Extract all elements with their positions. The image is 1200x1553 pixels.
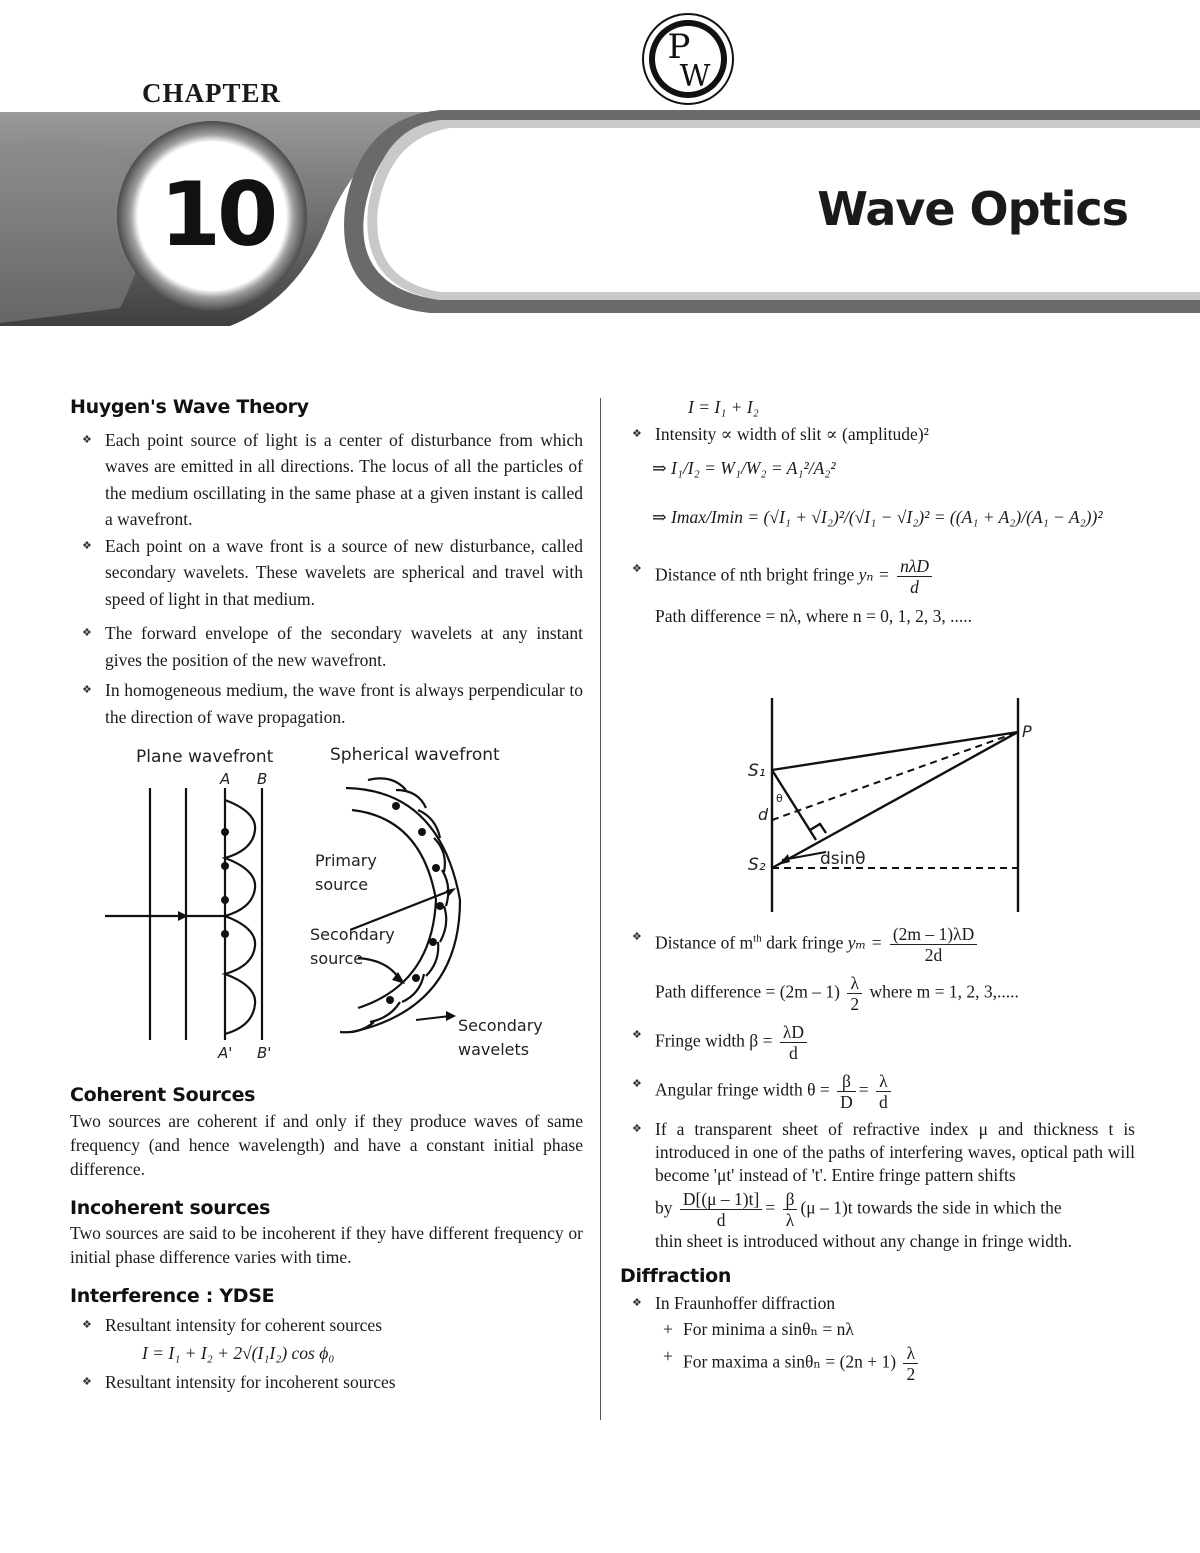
- s2-label: S₂: [748, 855, 766, 875]
- sheet-end: thin sheet is introduced without any change in fringe width.: [655, 1231, 1072, 1251]
- fraction-denominator: 2: [850, 994, 860, 1014]
- list-item: ❖ In Fraunhoffer diffraction: [620, 1290, 1135, 1317]
- primary-label-1: Primary: [315, 851, 377, 870]
- huygens-heading: Huygen's Wave Theory: [70, 396, 309, 418]
- point-p-label: P: [1022, 722, 1032, 741]
- theta-label: θ: [776, 792, 783, 805]
- ydse-figure: [740, 690, 1060, 920]
- primary-label-2: source: [315, 875, 369, 894]
- fraction-numerator: D[(μ – 1)t]: [680, 1189, 762, 1210]
- half-lambda-fraction: [847, 973, 862, 1014]
- dark-fringe-label-a: Distance of m: [655, 932, 754, 953]
- sheet-fraction-1: [680, 1189, 762, 1230]
- chapter-label: CHAPTER: [142, 78, 282, 108]
- slit-separation-label: d: [758, 805, 769, 824]
- sheet-tail: (μ – 1)t: [800, 1197, 853, 1218]
- angular-fraction-2: [876, 1071, 891, 1112]
- list-item: ❖ Each point source of light is a center of disturbance from which waves are emitted in all directions. The locus of all the particles of the medium oscillating in the same phase at a given instant is called a wavefront.: [70, 427, 583, 533]
- logo-letter-p: P: [667, 27, 691, 67]
- fraction-numerator: β: [783, 1189, 798, 1210]
- secondary-source-label-1: Secondary: [310, 925, 395, 944]
- chapter-number: 10: [159, 163, 275, 266]
- bright-path-difference: Path difference = nλ, where n = 0, 1, 2, 3, .....: [655, 606, 973, 626]
- s1-label: S₁: [748, 761, 766, 781]
- maxima-label: For maxima a sinθₙ = (2n + 1): [683, 1351, 897, 1372]
- fraction-denominator: d: [789, 1043, 798, 1063]
- sheet-text: ❖ If a transparent sheet of refractive index μ and thickness t is introduced in one of the paths of interfering waves, optical path will become 'μt' instead of 't'. Entire fringe pattern shifts: [655, 1119, 1135, 1185]
- right-column: [620, 394, 1135, 630]
- diffraction-cases: [620, 1316, 1135, 1384]
- spherical-wavefront-label: Spherical wavefront: [330, 745, 500, 765]
- dark-fringe-label-b: dark fringe: [761, 932, 844, 953]
- dark-fringe-fraction: [890, 924, 977, 965]
- publisher-logo: [641, 12, 735, 106]
- fraction-denominator: d: [910, 577, 919, 597]
- maxima-condition: [655, 1343, 1135, 1384]
- sheet-after: towards the side in which the: [857, 1197, 1062, 1218]
- bright-fringe-fraction: [897, 556, 932, 597]
- dark-path-difference: [620, 973, 1135, 1014]
- total-intensity-formula: I = I₁ + I₂: [688, 397, 759, 417]
- incoherent-heading: Incoherent sources: [70, 1196, 271, 1219]
- dark-fringe-lhs: yₘ =: [847, 932, 883, 953]
- list-item: [620, 1118, 1135, 1253]
- fraction-denominator: λ: [785, 1210, 795, 1230]
- bright-fringe-lhs: yₙ =: [858, 564, 890, 585]
- fraction-denominator: d: [879, 1092, 888, 1112]
- list-item: ❖ The forward envelope of the secondary wavelets at any instant gives the position of the new wavefront.: [70, 620, 583, 673]
- label-a-prime: A': [218, 1044, 233, 1062]
- chapter-title: Wave Optics: [817, 182, 1128, 236]
- angular-width-label: Angular fringe width θ =: [655, 1079, 830, 1100]
- coherent-text: Two sources are coherent if and only if they produce waves of same frequency (and hence wavelength) and have a constant initial phase difference.: [70, 1110, 583, 1179]
- dark-path-b: where m = 1, 2, 3,.....: [869, 981, 1019, 1002]
- dark-fringe-sup: th: [753, 932, 762, 945]
- coherent-heading: Coherent Sources: [70, 1084, 256, 1106]
- list-item: ❖ Each point on a wave front is a source of new disturbance, called secondary wavelets. These wavelets are spherical and travel with speed of light in that medium.: [70, 533, 583, 613]
- diffraction-heading: Diffraction: [620, 1265, 732, 1287]
- secondary-source-label-2: source: [310, 949, 364, 968]
- left-column-lower: [70, 1082, 583, 1395]
- right-column-lower: [620, 924, 1135, 1384]
- sheet-fraction-2: [783, 1189, 798, 1230]
- label-b-prime: B': [257, 1044, 272, 1062]
- list-item: [620, 924, 1135, 965]
- sheet-shift-formula: by $\frac{D[(\mu - 1)t]}{d}$ = $\frac{\beta}{\lambda}$ (μ – 1)t towards the side in which the: [655, 1189, 1062, 1230]
- interference-heading: Interference : YDSE: [70, 1285, 275, 1307]
- list-item: [620, 1022, 1135, 1063]
- sheet-by: by: [655, 1197, 673, 1218]
- label-b: B: [257, 770, 268, 788]
- fraction-numerator: λ: [847, 973, 862, 994]
- wavelets-label-1: Secondary: [458, 1016, 543, 1035]
- list-item: [620, 556, 1135, 597]
- fringe-width-fraction: [780, 1022, 807, 1063]
- intensity-ratio-formula: ⇒ I₁/I₂ = W₁/W₂ = A₁²/A₂²: [652, 458, 836, 478]
- fraction-numerator: λ: [903, 1343, 918, 1364]
- list-item: ❖ Resultant intensity for coherent sources: [70, 1312, 583, 1339]
- label-a: A: [220, 770, 231, 788]
- fraction-denominator: d: [716, 1210, 726, 1230]
- wavefront-figure: [100, 740, 560, 1070]
- minima-condition: + For minima a sinθₙ = nλ: [655, 1316, 1135, 1343]
- list-item: ❖ Angular fringe width θ = $\frac{\beta}{D}$ = $\frac{\lambda}{d}$: [620, 1071, 1135, 1112]
- list-item: ❖ Intensity ∝ width of slit ∝ (amplitude)²: [620, 421, 1135, 448]
- fraction-numerator: β: [837, 1071, 856, 1092]
- fraction-numerator: nλD: [897, 556, 932, 577]
- left-column: [70, 394, 583, 730]
- angular-fraction-1: [837, 1071, 856, 1112]
- fraction-numerator: (2m – 1)λD: [890, 924, 977, 945]
- plane-wavefront-label: Plane wavefront: [136, 747, 274, 767]
- fraction-numerator: λD: [780, 1022, 807, 1043]
- path-difference-label: dsinθ: [820, 849, 866, 869]
- column-divider: [600, 398, 601, 1420]
- bright-fringe-label: Distance of nth bright fringe: [655, 564, 855, 585]
- dark-path-a: Path difference = (2m – 1): [655, 981, 840, 1002]
- max-min-ratio-formula: ⇒ Imax/Imin = (√I₁ + √I₂)²/(√I₁ − √I₂)² = ((A₁ + A₂)/(A₁ − A₂))²: [652, 506, 1103, 527]
- maxima-fraction: [903, 1343, 918, 1384]
- fraction-denominator: D: [840, 1092, 853, 1112]
- fraction-numerator: λ: [876, 1071, 891, 1092]
- incoherent-text: Two sources are said to be incoherent if they have different frequency or initial phase difference varies with time.: [70, 1223, 583, 1267]
- list-item: ❖ In homogeneous medium, the wave front is always perpendicular to the direction of wave propagation.: [70, 677, 583, 730]
- list-item: ❖ Resultant intensity for incoherent sources: [70, 1369, 583, 1396]
- fraction-denominator: 2d: [924, 945, 943, 965]
- wavelets-label-2: wavelets: [458, 1040, 530, 1059]
- fraction-denominator: 2: [906, 1363, 916, 1384]
- fringe-width-label: Fringe width β =: [655, 1030, 773, 1051]
- coherent-intensity-formula: I = I₁ + I₂ + 2√(I₁I₂) cos ϕ₀: [142, 1343, 335, 1363]
- logo-letter-w: W: [679, 59, 711, 94]
